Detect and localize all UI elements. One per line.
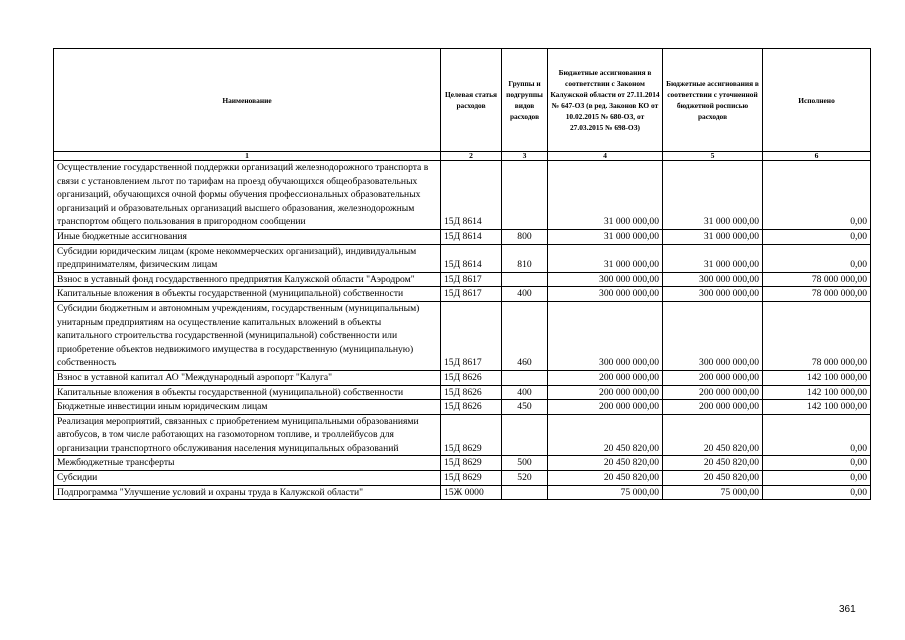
page-number: 361 bbox=[839, 604, 856, 615]
row-target-article: 15Д 8614 bbox=[441, 244, 502, 272]
row-name: Взнос в уставной капитал АО "Международный аэропорт "Калуга" bbox=[54, 370, 441, 385]
row-name: Иные бюджетные ассигнования bbox=[54, 229, 441, 244]
header-name: Наименование bbox=[54, 49, 441, 152]
row-expense-group: 400 bbox=[502, 287, 548, 302]
table-row bbox=[54, 414, 871, 456]
row-executed: 0,00 bbox=[763, 485, 871, 500]
row-executed: 0,00 bbox=[763, 471, 871, 486]
row-name: Межбюджетные трансферты bbox=[54, 456, 441, 471]
row-refined-budget: 300 000 000,00 bbox=[663, 301, 763, 370]
row-name: Капитальные вложения в объекты государственной (муниципальной) собственности bbox=[54, 385, 441, 400]
row-target-article: 15Ж 0000 bbox=[441, 485, 502, 500]
header-expense-group: Группы и подгруппы видов расходов bbox=[502, 49, 548, 152]
row-name: Субсидии бюджетным и автономным учреждениям, государственным (муниципальным) унитарным предприятиям на осуществление капитальных вложений в объекты капитального строительства государственной (муниципальной) собственности или приобретение объектов недвижимого имущества в государственную (муниципальную) собственность bbox=[54, 301, 441, 370]
row-target-article: 15Д 8617 bbox=[441, 287, 502, 302]
row-target-article: 15Д 8626 bbox=[441, 370, 502, 385]
row-executed: 0,00 bbox=[763, 456, 871, 471]
row-law-budget: 20 450 820,00 bbox=[548, 471, 663, 486]
row-name: Подпрограмма "Улучшение условий и охраны труда в Калужской области" bbox=[54, 485, 441, 500]
header-row bbox=[54, 49, 871, 152]
row-refined-budget: 31 000 000,00 bbox=[663, 161, 763, 230]
table-row bbox=[54, 301, 871, 370]
header-target-article: Целевая статья расходов bbox=[441, 49, 502, 152]
row-executed: 142 100 000,00 bbox=[763, 400, 871, 415]
row-target-article: 15Д 8626 bbox=[441, 400, 502, 415]
row-refined-budget: 20 450 820,00 bbox=[663, 414, 763, 456]
row-target-article: 15Д 8629 bbox=[441, 414, 502, 456]
column-number: 4 bbox=[548, 152, 663, 161]
row-executed: 142 100 000,00 bbox=[763, 370, 871, 385]
row-refined-budget: 20 450 820,00 bbox=[663, 456, 763, 471]
row-refined-budget: 200 000 000,00 bbox=[663, 400, 763, 415]
row-expense-group: 500 bbox=[502, 456, 548, 471]
row-target-article: 15Д 8617 bbox=[441, 272, 502, 287]
row-refined-budget: 300 000 000,00 bbox=[663, 272, 763, 287]
row-name: Субсидии bbox=[54, 471, 441, 486]
row-name: Бюджетные инвестиции иным юридическим лицам bbox=[54, 400, 441, 415]
row-expense-group: 460 bbox=[502, 301, 548, 370]
row-executed: 0,00 bbox=[763, 414, 871, 456]
row-target-article: 15Д 8629 bbox=[441, 456, 502, 471]
row-refined-budget: 200 000 000,00 bbox=[663, 385, 763, 400]
table-row bbox=[54, 385, 871, 400]
row-expense-group bbox=[502, 272, 548, 287]
row-law-budget: 200 000 000,00 bbox=[548, 400, 663, 415]
row-executed: 0,00 bbox=[763, 229, 871, 244]
row-target-article: 15Д 8617 bbox=[441, 301, 502, 370]
table-row bbox=[54, 272, 871, 287]
column-number: 3 bbox=[502, 152, 548, 161]
row-expense-group: 800 bbox=[502, 229, 548, 244]
row-name: Субсидии юридическим лицам (кроме некоммерческих организаций), индивидуальным предпринимателям, физическим лицам bbox=[54, 244, 441, 272]
row-target-article: 15Д 8626 bbox=[441, 385, 502, 400]
row-refined-budget: 31 000 000,00 bbox=[663, 229, 763, 244]
row-law-budget: 75 000,00 bbox=[548, 485, 663, 500]
table-row bbox=[54, 229, 871, 244]
table-row bbox=[54, 370, 871, 385]
header-executed: Исполнено bbox=[763, 49, 871, 152]
column-number: 1 bbox=[54, 152, 441, 161]
column-number: 5 bbox=[663, 152, 763, 161]
row-executed: 78 000 000,00 bbox=[763, 301, 871, 370]
row-expense-group: 520 bbox=[502, 471, 548, 486]
table-row bbox=[54, 161, 871, 230]
row-expense-group: 450 bbox=[502, 400, 548, 415]
header-law-budget: Бюджетные ассигнования в соответствии с Законом Калужской области от 27.11.2014 № 647-ОЗ (в ред. Законов КО от 10.02.2015 № 680-ОЗ, от 27.03.2015 № 698-ОЗ) bbox=[548, 49, 663, 152]
row-law-budget: 300 000 000,00 bbox=[548, 272, 663, 287]
row-executed: 78 000 000,00 bbox=[763, 272, 871, 287]
row-law-budget: 20 450 820,00 bbox=[548, 456, 663, 471]
row-expense-group bbox=[502, 414, 548, 456]
row-name: Капитальные вложения в объекты государственной (муниципальной) собственности bbox=[54, 287, 441, 302]
row-refined-budget: 75 000,00 bbox=[663, 485, 763, 500]
budget-table bbox=[53, 48, 871, 500]
table-row bbox=[54, 485, 871, 500]
row-refined-budget: 31 000 000,00 bbox=[663, 244, 763, 272]
row-expense-group: 400 bbox=[502, 385, 548, 400]
row-law-budget: 31 000 000,00 bbox=[548, 229, 663, 244]
row-expense-group bbox=[502, 485, 548, 500]
row-expense-group bbox=[502, 161, 548, 230]
table-row bbox=[54, 456, 871, 471]
row-expense-group: 810 bbox=[502, 244, 548, 272]
row-name: Осуществление государственной поддержки организаций железнодорожного транспорта в связи с установлением льгот по тарифам на проезд обучающихся общеобразовательных организаций, обучающихся очной формы обучения профессиональных образовательных организаций и образовательных организаций высшего образования, железнодорожным транспортом общего пользования в пригородном сообщении bbox=[54, 161, 441, 230]
row-executed: 0,00 bbox=[763, 161, 871, 230]
table-row bbox=[54, 244, 871, 272]
table-row bbox=[54, 287, 871, 302]
header-refined-budget: Бюджетные ассигнования в соответствии с уточненной бюджетной росписью расходов bbox=[663, 49, 763, 152]
table-row bbox=[54, 471, 871, 486]
column-number: 2 bbox=[441, 152, 502, 161]
table-row bbox=[54, 400, 871, 415]
row-refined-budget: 20 450 820,00 bbox=[663, 471, 763, 486]
table-body bbox=[54, 161, 871, 500]
row-law-budget: 300 000 000,00 bbox=[548, 287, 663, 302]
row-refined-budget: 200 000 000,00 bbox=[663, 370, 763, 385]
column-number: 6 bbox=[763, 152, 871, 161]
row-name: Реализация мероприятий, связанных с приобретением муниципальными образованиями автобусов, в том числе работающих на газомоторном топливе, и троллейбусов для организации транспортного обслуживания населения муниципальных образований bbox=[54, 414, 441, 456]
row-target-article: 15Д 8614 bbox=[441, 161, 502, 230]
row-law-budget: 31 000 000,00 bbox=[548, 244, 663, 272]
row-executed: 78 000 000,00 bbox=[763, 287, 871, 302]
row-name: Взнос в уставный фонд государственного предприятия Калужской области "Аэродром" bbox=[54, 272, 441, 287]
row-executed: 142 100 000,00 bbox=[763, 385, 871, 400]
row-law-budget: 200 000 000,00 bbox=[548, 385, 663, 400]
row-law-budget: 300 000 000,00 bbox=[548, 301, 663, 370]
row-refined-budget: 300 000 000,00 bbox=[663, 287, 763, 302]
column-number-row bbox=[54, 152, 871, 161]
row-law-budget: 20 450 820,00 bbox=[548, 414, 663, 456]
row-target-article: 15Д 8614 bbox=[441, 229, 502, 244]
row-expense-group bbox=[502, 370, 548, 385]
row-executed: 0,00 bbox=[763, 244, 871, 272]
row-law-budget: 31 000 000,00 bbox=[548, 161, 663, 230]
row-target-article: 15Д 8629 bbox=[441, 471, 502, 486]
row-law-budget: 200 000 000,00 bbox=[548, 370, 663, 385]
